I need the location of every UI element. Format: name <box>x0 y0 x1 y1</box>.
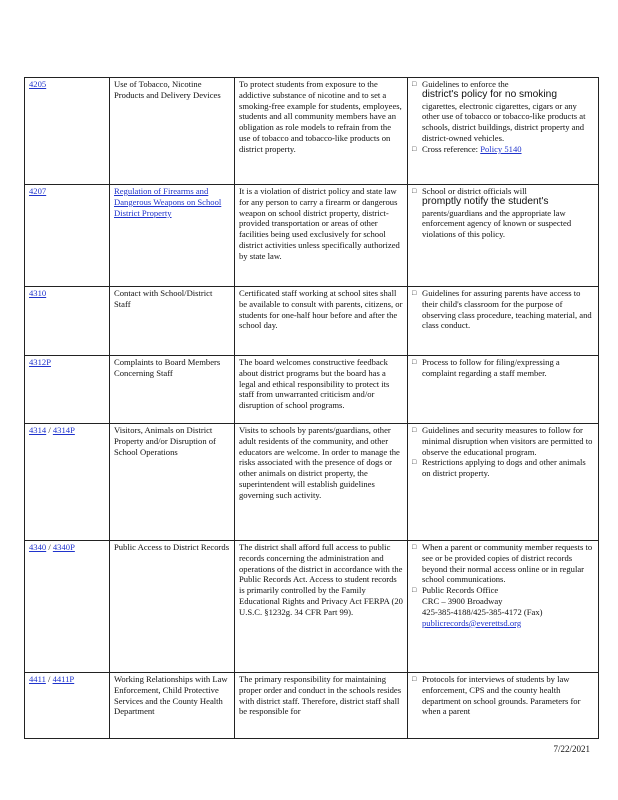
policy-title-cell <box>110 541 235 673</box>
procedure-text: Cross reference: <box>422 143 479 154</box>
policy-title-cell <box>110 78 235 185</box>
policy-purpose-cell <box>235 424 408 541</box>
policy-title: Contact with School/District Staff <box>114 288 213 309</box>
procedure-list <box>412 186 594 240</box>
policy-number-link[interactable]: 4314P <box>52 425 75 435</box>
policy-purpose-cell <box>235 673 408 739</box>
policy-purpose: The district shall afford full access to public records concerning the administration and operations of the district in accordance with the Public Records Act. Access to student records is primarily controlled by the Family Educational Rights and Privacy Act FERPA (20 U.S.C. §1232g. 34 CFR Part 99). <box>239 542 403 617</box>
policy-row <box>25 185 599 287</box>
procedure-text: School or district officials will <box>422 186 527 196</box>
policy-number-cell: 4314 / 4314P <box>25 424 110 541</box>
footer-date: 7/22/2021 <box>553 744 590 754</box>
policy-number-cell <box>25 185 110 287</box>
policy-title: Use of Tobacco, Nicotine Products and Delivery Devices <box>114 79 221 100</box>
procedure-item <box>412 357 594 379</box>
policy-purpose-cell <box>235 185 408 287</box>
procedure-item <box>412 585 594 628</box>
policy-title-cell <box>110 356 235 424</box>
procedure-text: Public Records Office <box>422 585 499 596</box>
policy-purpose-cell <box>235 78 408 185</box>
procedure-item <box>412 186 594 240</box>
policy-purpose: The board welcomes constructive feedback about district programs but the board has a legal and ethical responsibility to protect its staff from unwarranted criticism and/or disruption of school programs. <box>239 357 390 411</box>
procedures-cell <box>408 541 599 673</box>
policy-title: Complaints to Board Members Concerning Staff <box>114 357 221 378</box>
procedures-cell <box>408 673 599 739</box>
procedure-text-cont: cigarettes, electronic cigarettes, cigars or any other use of tobacco or tobacco-like products at schools, district buildings, district property and district-owned vehicles. <box>422 100 586 143</box>
procedure-item <box>412 542 594 585</box>
procedure-item <box>412 288 594 331</box>
policy-row <box>25 78 599 185</box>
procedure-emphasis: district's policy for no smoking <box>422 88 557 100</box>
policy-row <box>25 424 599 541</box>
procedures-cell <box>408 185 599 287</box>
procedure-text: When a parent or community member requests to see or be provided copies of district records beyond their normal access online or in regular school communications. <box>422 542 593 585</box>
policy-purpose: Certificated staff working at school sites shall be available to consult with parents, citizens, or students for one-half hour before and after the school day. <box>239 288 403 331</box>
procedure-text: Guidelines to enforce the <box>422 79 509 89</box>
procedure-list <box>412 674 594 717</box>
policy-row <box>25 287 599 356</box>
policy-purpose: Visits to schools by parents/guardians, other adult residents of the community, and other educators are welcome. In order to manage the risks associated with the presence of dogs or other animals on district property, the superintendent will establish guidelines governing such activity. <box>239 425 400 500</box>
policy-number-link[interactable]: 4340 <box>29 542 47 552</box>
policy-number-link[interactable]: 4411P <box>52 674 75 684</box>
policy-number-cell <box>25 356 110 424</box>
policy-number-link[interactable]: 4411 <box>29 674 46 684</box>
policy-title: Visitors, Animals on District Property and/or Disruption of School Operations <box>114 425 216 457</box>
procedure-list <box>412 79 594 155</box>
policy-number-cell: 4340 / 4340P <box>25 541 110 673</box>
procedure-list <box>412 357 594 379</box>
policy-table-container <box>24 77 594 739</box>
policy-purpose-cell <box>235 287 408 356</box>
procedure-item <box>412 674 594 717</box>
policy-purpose: To protect students from exposure to the addictive substance of nicotine and to set a smoking-free example for students, employees, students and all community members have an obligation as role models to refrain from the use of tobacco and tobacco-like products on district property. <box>239 79 402 154</box>
policy-row <box>25 356 599 424</box>
email-link[interactable]: publicrecords@everettsd.org <box>422 617 522 628</box>
procedure-text: Process to follow for filing/expressing a complaint regarding a staff member. <box>422 357 560 378</box>
procedure-text: Restrictions applying to dogs and other animals on district property. <box>422 457 586 479</box>
policy-number-cell <box>25 78 110 185</box>
policy-title: Public Access to District Records <box>114 542 230 552</box>
procedures-cell <box>408 356 599 424</box>
policy-purpose: The primary responsibility for maintaining proper order and conduct in the schools resides with district staff. Therefore, district staff shall be responsible for <box>239 674 402 717</box>
policy-title[interactable]: Regulation of Firearms and Dangerous Weapons on School District Property <box>114 186 222 218</box>
procedure-list <box>412 425 594 479</box>
policy-title-cell <box>110 673 235 739</box>
policy-title: Working Relationships with Law Enforcement, Child Protective Services and the County Health Department <box>114 674 228 717</box>
policy-purpose-cell <box>235 356 408 424</box>
policy-number-link[interactable]: 4340P <box>52 542 75 552</box>
policy-number-link[interactable]: 4314 <box>29 425 47 435</box>
procedure-text: Protocols for interviews of students by law enforcement, CPS and the county health department on school grounds. Parameters for when a parent <box>422 674 581 717</box>
procedure-list <box>412 288 594 331</box>
policy-number-link[interactable]: 4312P <box>29 357 51 367</box>
policy-number-link[interactable]: 4205 <box>29 79 47 89</box>
procedure-item <box>412 425 594 457</box>
procedure-text: Guidelines for assuring parents have access to their child's classroom for the purpose of observing class procedure, teaching material, and class conduct. <box>422 288 592 331</box>
procedure-item <box>412 457 594 479</box>
procedure-item <box>412 144 594 155</box>
procedure-item <box>412 79 594 144</box>
policy-title-cell <box>110 287 235 356</box>
policy-number-link[interactable]: 4207 <box>29 186 47 196</box>
policy-number-cell <box>25 287 110 356</box>
procedure-list <box>412 542 594 628</box>
policy-reference-link[interactable]: Policy 5140 <box>480 143 522 154</box>
policy-table <box>24 77 599 739</box>
policy-number-link[interactable]: 4310 <box>29 288 47 298</box>
procedures-cell <box>408 424 599 541</box>
procedure-contact-line: CRC – 3900 Broadway <box>422 595 503 606</box>
procedures-cell <box>408 287 599 356</box>
policy-title-cell <box>110 185 235 287</box>
procedure-text-cont: parents/guardians and the appropriate law enforcement agency of known or suspected violations of this policy. <box>422 207 572 240</box>
policy-title-cell <box>110 424 235 541</box>
policy-purpose: It is a violation of district policy and state law for any person to carry a firearm or dangerous weapon on school district property, district-provided transportation or areas of other facilities being used exclusively for school district activities unless specifically authorized by state law. <box>239 186 400 261</box>
policy-row <box>25 541 599 673</box>
policy-number-cell: 4411 / 4411P <box>25 673 110 739</box>
procedure-emphasis: promptly notify the student's <box>422 195 549 207</box>
policy-purpose-cell <box>235 541 408 673</box>
procedures-cell <box>408 78 599 185</box>
policy-row <box>25 673 599 739</box>
procedure-text: Guidelines and security measures to follow for minimal disruption when visitors are permitted to observe the educational program. <box>422 425 593 457</box>
procedure-contact-line: 425-385-4188/425-385-4172 (Fax) <box>422 606 543 617</box>
